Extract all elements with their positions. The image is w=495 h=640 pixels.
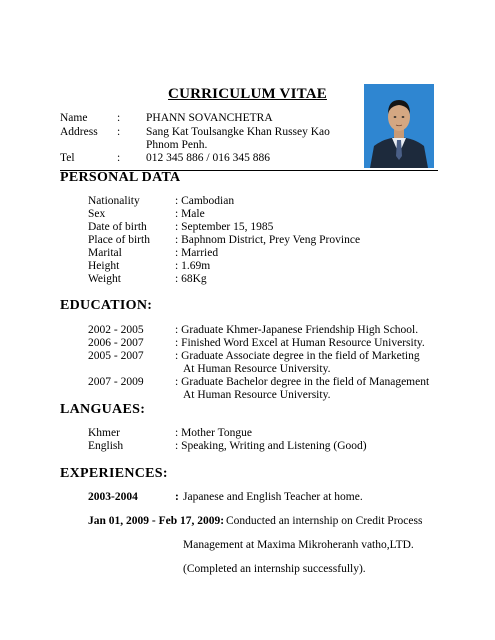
personal-label: Weight [88,273,121,285]
address-value: Sang Kat Toulsangke Khan Russey Kao [146,126,330,138]
education-year: 2002 - 2005 [88,324,144,336]
tel-value: 012 345 886 / 016 345 886 [146,152,270,164]
language-level: : Mother Tongue [175,427,252,439]
personal-value: : September 15, 1985 [175,221,274,233]
experience-text-continued: Management at Maxima Mikroheranh vatho,LTD. [183,539,414,551]
name-colon: : [117,112,121,124]
tel-colon: : [117,152,121,164]
personal-label: Marital [88,247,122,259]
address-label: Address [60,126,98,138]
personal-label: Height [88,260,120,272]
personal-value: : 1.69m [175,260,211,272]
experience-text: Conducted an internship on Credit Process [226,515,423,527]
education-detail-continued: At Human Resource University. [183,389,331,401]
experiences-heading: EXPERIENCES: [60,466,168,481]
address-colon: : [117,126,121,138]
name-value: PHANN SOVANCHETRA [146,112,273,124]
language-level: : Speaking, Writing and Listening (Good) [175,440,367,452]
personal-label: Date of birth [88,221,147,233]
personal-value: : Baphnom District, Prey Veng Province [175,234,361,246]
personal-data-heading: PERSONAL DATA [60,170,181,185]
experience-colon [175,491,179,503]
address-value-line2: Phnom Penh. [146,139,208,151]
document-title: CURRICULUM VITAE [168,86,327,102]
personal-value: : Married [175,247,219,259]
personal-label: Sex [88,208,106,220]
experience-colon-mark: : [175,491,179,503]
experience-item [88,515,224,527]
personal-label: Nationality [88,195,140,207]
tel-label: Tel [60,152,75,164]
education-year: 2005 - 2007 [88,350,144,362]
experience-period: 2003-2004 [88,491,138,503]
personal-value: : 68Kg [175,273,207,285]
education-detail-continued: At Human Resource University. [183,363,331,375]
education-heading: EDUCATION: [60,298,153,313]
portrait-image [364,84,434,168]
personal-label: Place of birth [88,234,150,246]
language-name: Khmer [88,427,120,439]
language-name: English [88,440,124,452]
education-year: 2006 - 2007 [88,337,144,349]
experience-item [88,491,138,503]
experience-period: Jan 01, 2009 - Feb 17, 2009: [88,515,225,527]
education-detail: : Graduate Khmer-Japanese Friendship High School. [175,324,419,336]
experience-text: Japanese and English Teacher at home. [183,491,363,503]
education-year: 2007 - 2009 [88,376,144,388]
personal-value: : Male [175,208,205,220]
languages-heading: LANGUAES: [60,402,146,417]
personal-value: : Cambodian [175,195,235,207]
education-detail: : Graduate Bachelor degree in the field of Management [175,376,430,388]
education-detail: : Graduate Associate degree in the field of Marketing [175,350,420,362]
name-label: Name [60,112,88,124]
experience-text-continued: (Completed an internship successfully). [183,563,366,575]
profile-photo [364,84,434,168]
education-detail: : Finished Word Excel at Human Resource University. [175,337,425,349]
